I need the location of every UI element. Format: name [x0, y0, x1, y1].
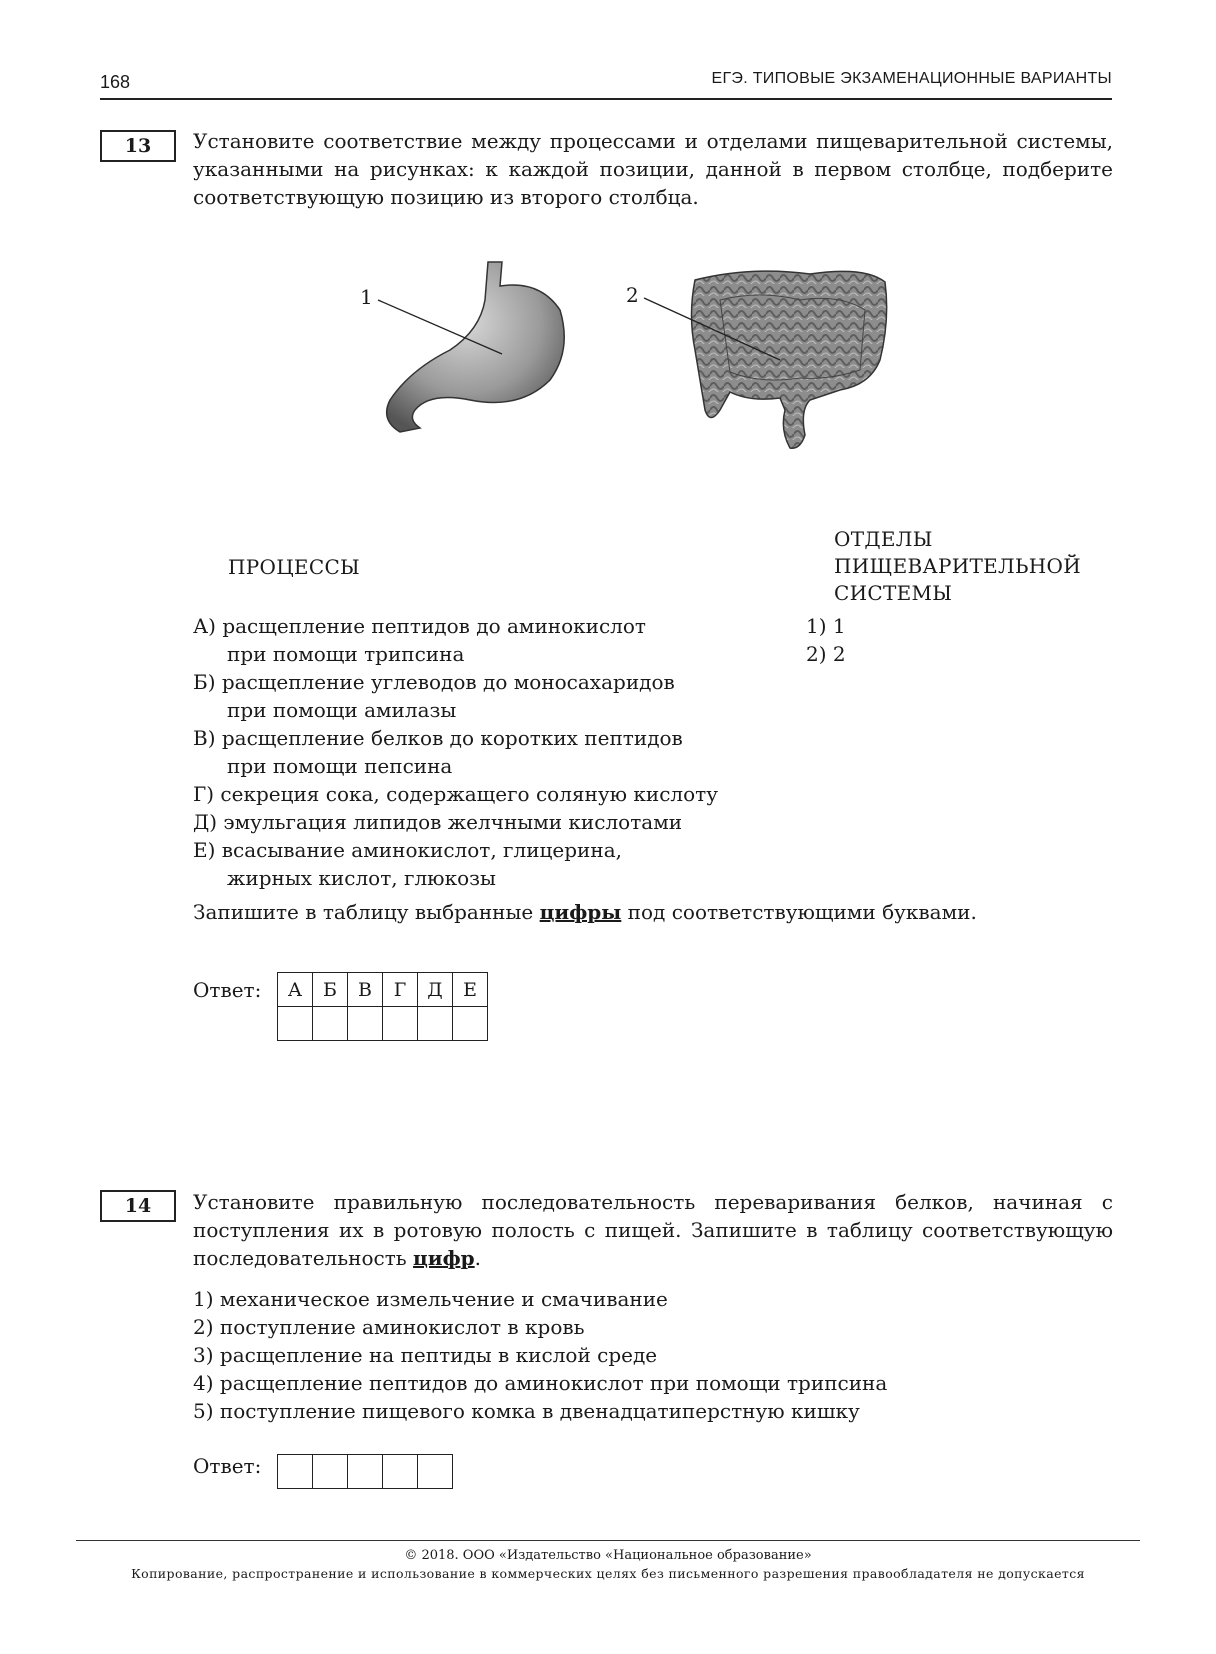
processes-heading: ПРОЦЕССЫ [228, 555, 361, 579]
footer-copyright: © 2018. ООО «Издательство «Национальное образование» [404, 1548, 812, 1563]
task-14-answer-label: Ответ: [193, 1454, 262, 1478]
answer-cell-b[interactable] [313, 1007, 348, 1041]
digestive-organs-figure [360, 260, 940, 490]
answer-header-v: В [348, 973, 383, 1007]
task-13-number: 13 [100, 130, 176, 162]
process-text-cont: при помощи трипсина [227, 642, 465, 666]
departments-heading-line-2: ПИЩЕВАРИТЕЛЬНОЙ [834, 554, 1081, 578]
step-item-5: 5) поступление пищевого комка в двенадцатиперстную кишку [193, 1399, 860, 1423]
answer-cell-v[interactable] [348, 1007, 383, 1041]
process-item-e [193, 836, 718, 892]
running-title: ЕГЭ. ТИПОВЫЕ ЭКЗАМЕНАЦИОННЫЕ ВАРИАНТЫ [711, 70, 1112, 87]
department-item-1: 1) 1 [806, 614, 846, 638]
task-14-prompt-end: . [474, 1246, 482, 1270]
sequence-cell-3[interactable] [348, 1455, 383, 1489]
process-text: всасывание аминокислот, глицерина, [221, 838, 622, 862]
process-text: расщепление углеводов до моносахаридов [221, 670, 675, 694]
step-item-3: 3) расщепление на пептиды в кислой среде [193, 1343, 658, 1367]
task-14-number: 14 [100, 1190, 176, 1222]
process-item-v [193, 724, 718, 780]
answer-cell-e[interactable] [453, 1007, 488, 1041]
departments-list [806, 612, 846, 668]
process-item-d [193, 808, 718, 836]
answer-header-a: А [278, 973, 313, 1007]
answer-header-d: Д [418, 973, 453, 1007]
sequence-cell-1[interactable] [278, 1455, 313, 1489]
step-item-4: 4) расщепление пептидов до аминокислот при помощи трипсина [193, 1371, 888, 1395]
process-text-cont: жирных кислот, глюкозы [227, 866, 496, 890]
process-text-cont: при помощи пепсина [227, 754, 453, 778]
process-item-b [193, 668, 718, 724]
step-item-1: 1) механическое измельчение и смачивание [193, 1287, 668, 1311]
process-letter: Е) [193, 838, 216, 862]
instruction-text-end: под соответствующими буквами. [621, 900, 977, 924]
process-letter: В) [193, 726, 216, 750]
sequence-cell-5[interactable] [418, 1455, 453, 1489]
answer-header-e: Е [453, 973, 488, 1007]
answer-header-g: Г [383, 973, 418, 1007]
process-letter: Д) [193, 810, 218, 834]
task-13-instruction [193, 898, 977, 926]
answer-cell-g[interactable] [383, 1007, 418, 1041]
departments-heading-line-1: ОТДЕЛЫ [834, 527, 933, 551]
answer-header-b: Б [313, 973, 348, 1007]
process-text: эмульгация липидов желчными кислотами [223, 810, 683, 834]
task-14-prompt-emphasis: цифр [413, 1246, 475, 1270]
departments-heading-line-3: СИСТЕМЫ [834, 581, 953, 605]
process-item-a [193, 612, 718, 668]
sequence-cell-2[interactable] [313, 1455, 348, 1489]
page-number: 168 [100, 72, 131, 92]
footer-notice: Копирование, распространение и использование в коммерческих целях без письменного разрешения правообладателя не допускается [131, 1566, 1085, 1581]
process-letter: А) [193, 614, 216, 638]
instruction-emphasis: цифры [539, 900, 622, 924]
step-item-2: 2) поступление аминокислот в кровь [193, 1315, 585, 1339]
department-item-2: 2) 2 [806, 642, 846, 666]
process-letter: Г) [193, 782, 215, 806]
process-item-g [193, 780, 718, 808]
stomach-image [387, 262, 565, 432]
process-text: расщепление пептидов до аминокислот [222, 614, 646, 638]
intestines-image [692, 271, 887, 448]
task-13-prompt: Установите соответствие между процессами и отделами пищеварительной системы, указанными на рисунках: к каждой позиции, данной в первом столбце, подберите соответствующую позицию из второго столбца. [193, 129, 1113, 209]
figure-label-1: 1 [360, 285, 373, 309]
task-13-answer-table [277, 972, 488, 1041]
process-letter: Б) [193, 670, 216, 694]
answer-cell-d[interactable] [418, 1007, 453, 1041]
task-13-answer-label: Ответ: [193, 978, 262, 1002]
task-14-steps [193, 1285, 887, 1425]
process-text: секреция сока, содержащего соляную кислоту [220, 782, 718, 806]
task-14-answer-table [277, 1454, 453, 1489]
process-text-cont: при помощи амилазы [227, 698, 457, 722]
sequence-cell-4[interactable] [383, 1455, 418, 1489]
figure-label-2: 2 [626, 283, 639, 307]
departments-heading [834, 526, 1081, 607]
processes-list [193, 612, 718, 892]
header-rule [100, 98, 1112, 100]
task-14-prompt-text: Установите правильную последовательность переваривания белков, начиная с поступления их в ротовую полость с пищей. Запишите в таблицу соответствующую последовательность [193, 1190, 1113, 1270]
process-text: расщепление белков до коротких пептидов [221, 726, 683, 750]
instruction-text: Запишите в таблицу выбранные [193, 900, 540, 924]
footer-rule [76, 1540, 1140, 1541]
task-14-prompt [193, 1188, 1113, 1272]
answer-cell-a[interactable] [278, 1007, 313, 1041]
